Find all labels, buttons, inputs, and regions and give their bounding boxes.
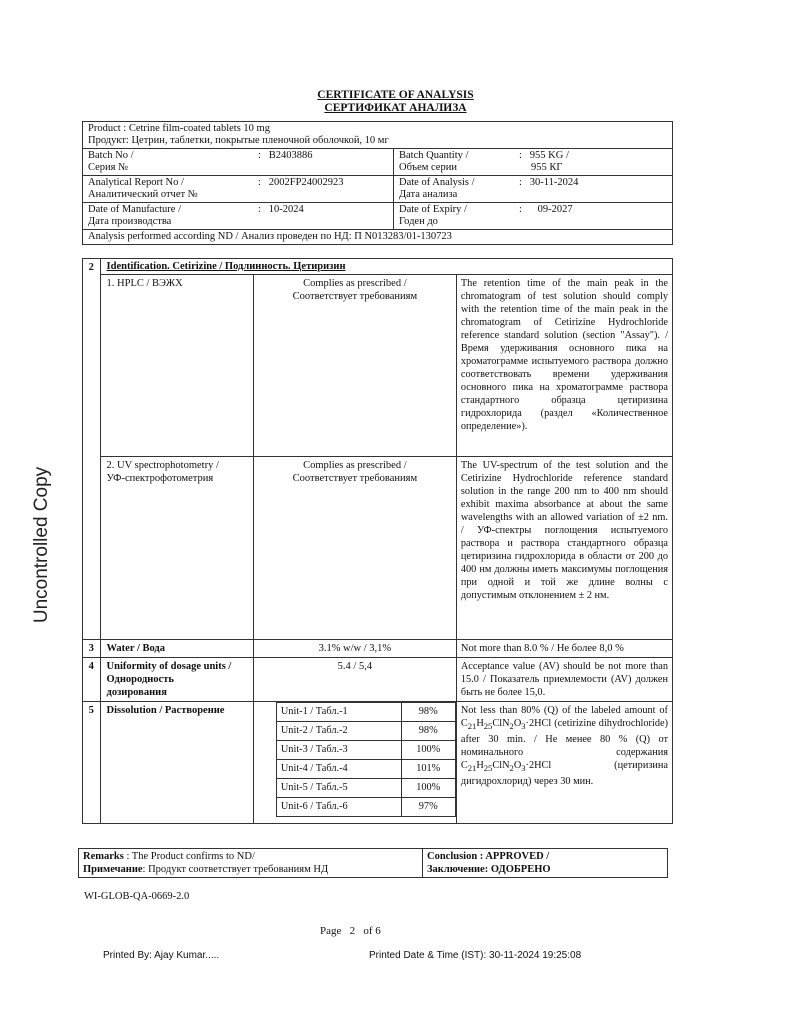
- unit-row: Unit-2 / Табл.-2 98%: [276, 722, 455, 741]
- batch-qty-label: Batch Quantity / Объем серии: [394, 149, 515, 176]
- water-title: Water / Вода: [100, 640, 253, 658]
- hplc-label: 1. HPLC / ВЭЖХ: [100, 275, 253, 457]
- unit-row: Unit-4 / Табл.-4 101%: [276, 760, 455, 779]
- hplc-spec: The retention time of the main peak in the chromatogram of test solution should comply with the retention time of the main peak in the chromatogram of Cetirizine Hydrochloride reference standard solution (section "Assay"). / Время удерживания основного пика на хроматограмме испытуемого раствора должно соответствовать времени удерживания основного пика на хроматограмме раствора стандартного образца цетиризина гидрохлорида (раздел «Количественное определение»).: [456, 275, 672, 457]
- dissolution-title: Dissolution / Растворение: [100, 702, 253, 824]
- title-en: CERTIFICATE OF ANALYSIS: [317, 89, 474, 101]
- header-table: [82, 121, 673, 245]
- batch-label: Batch No / Серия №: [83, 149, 254, 176]
- units-table: [276, 702, 456, 817]
- uniformity-result: 5.4 / 5,4: [253, 658, 456, 702]
- uniformity-spec: Acceptance value (AV) should be not more than 15.0 / Показатель приемлемости (AV) должен быть не более 15,0.: [456, 658, 672, 702]
- expiry-label: Date of Expiry / Годен до: [394, 203, 515, 230]
- unit-row: Unit-5 / Табл.-5 100%: [276, 779, 455, 798]
- water-spec: Not more than 8.0 % / Не более 8,0 %: [456, 640, 672, 658]
- ident-number: 2: [83, 259, 101, 640]
- doc-code: WI-GLOB-QA-0669-2.0: [84, 891, 190, 902]
- hplc-result: Complies as prescribed / Соответствует требованиям: [253, 275, 456, 457]
- remarks-table: [78, 848, 668, 878]
- batch-qty-value: : 955 KG / 955 КГ: [514, 149, 673, 176]
- analysis-date-value: : 30-11-2024: [514, 176, 673, 203]
- unit-row: Unit-3 / Табл.-3 100%: [276, 741, 455, 760]
- dissolution-spec: Not less than 80% (Q) of the labeled amount of $C_{21}H_{25}ClN_2O_3\cdot 2HCl$ (cetirizine dihydrochloride) after 30 min. / Не менее 80 % (Q) от номинального содержания $C_{21}H_{25}ClN_2O_3\cdot 2HCl$ (цетиризина дигидрохлорид) через 30 мин.: [456, 702, 672, 824]
- analysis-according: Analysis performed according ND / Анализ проведен по НД: П N013283/01-130723: [83, 230, 673, 245]
- uncontrolled-copy-watermark: Uncontrolled Copy: [31, 466, 52, 624]
- water-result: 3.1% w/w / 3,1%: [253, 640, 456, 658]
- uv-label: 2. UV spectrophotometry / УФ-спектрофотометрия: [100, 457, 253, 640]
- formula: $C_{21}H_{25}ClN_2O_3\cdot 2HCl$: [460, 718, 552, 732]
- dissolution-units: [253, 702, 456, 824]
- unit-row: Unit-6 / Табл.-6 97%: [276, 798, 455, 817]
- product-ru: Продукт: Цетрин, таблетки, покрытые пленочной оболочкой, 10 мг: [88, 135, 389, 146]
- uv-result: Complies as prescribed / Соответствует требованиям: [253, 457, 456, 640]
- expiry-value: : 09-2027: [514, 203, 673, 230]
- product-cell: [83, 122, 673, 149]
- report-value: : 2002FP24002923: [253, 176, 394, 203]
- formula: $C_{21}H_{25}ClN_2O_3\cdot 2HCl$: [460, 760, 552, 774]
- batch-value: : B2403886: [253, 149, 394, 176]
- uniformity-number: 4: [83, 658, 101, 702]
- title-ru: СЕРТИФИКАТ АНАЛИЗА: [324, 102, 467, 114]
- manufacture-label: Date of Manufacture / Дата производства: [83, 203, 254, 230]
- page-number: Page 2 of 6: [320, 925, 381, 937]
- report-label: Analytical Report No / Аналитический отчет №: [83, 176, 254, 203]
- tests-table: [82, 258, 673, 824]
- printed-date: Printed Date & Time (IST): 30-11-2024 19:25:08: [369, 950, 582, 961]
- remarks-cell: Remarks : The Product confirms to ND/ Примечание: Продукт соответствует требованиям НД: [79, 849, 423, 878]
- conclusion-cell: Conclusion : APPROVED / Заключение: ОДОБРЕНО: [423, 849, 668, 878]
- uv-spec: The UV-spectrum of the test solution and the Cetirizine Hydrochloride reference standard solution in the range 200 nm to 400 nm should exhibit maxima absorbance at about the same wavelengths with an allowed variation of ±2 nm. / УФ-спектры поглощения испытуемого раствора и раствора стандартного образца цетиризина гидрохлорида в области от 200 до 400 нм должны иметь максимумы поглощения при одной и той же длине волны с допустимым отклонением ± 2 нм.: [456, 457, 672, 640]
- analysis-date-label: Date of Analysis / Дата анализа: [394, 176, 515, 203]
- manufacture-value: : 10-2024: [253, 203, 394, 230]
- unit-row: Unit-1 / Табл.-1 98%: [276, 703, 455, 722]
- printed-by: Printed By: Ajay Kumar.....: [103, 950, 220, 961]
- dissolution-number: 5: [83, 702, 101, 824]
- uniformity-title: Uniformity of dosage units / Однородность дозирования: [100, 658, 253, 702]
- product-en: Product : Cetrine film-coated tablets 10 mg: [88, 123, 270, 134]
- water-number: 3: [83, 640, 101, 658]
- ident-title: Identification. Cetirizine / Подлинность. Цетиризин: [100, 259, 672, 275]
